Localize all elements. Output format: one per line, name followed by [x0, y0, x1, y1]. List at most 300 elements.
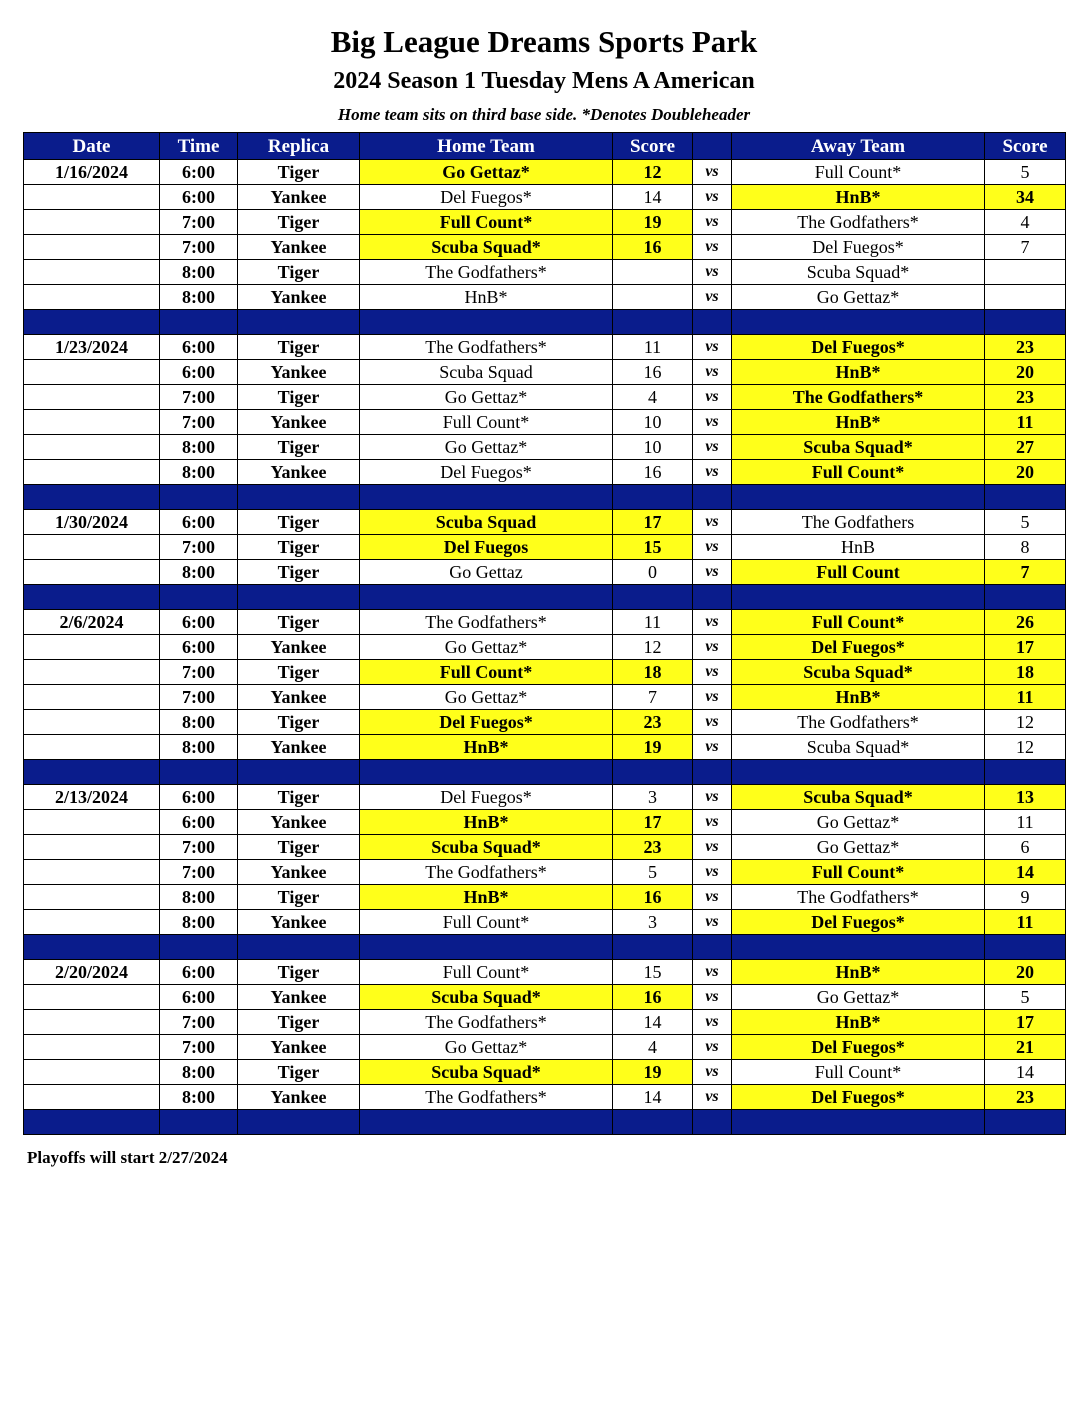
time-cell: 7:00: [160, 235, 238, 260]
playoffs-note: Playoffs will start 2/27/2024: [27, 1148, 228, 1167]
home-team-cell: HnB*: [360, 735, 613, 760]
date-cell: [24, 1010, 160, 1035]
date-cell: [24, 535, 160, 560]
page-note: Home team sits on third base side. *Denotes Doubleheader: [337, 105, 751, 124]
away-score-cell: 11: [985, 910, 1066, 935]
time-cell: 7:00: [160, 210, 238, 235]
week-separator: [24, 310, 1066, 335]
separator-cell: [160, 585, 238, 610]
separator-cell: [613, 310, 693, 335]
date-cell: [24, 985, 160, 1010]
time-cell: 8:00: [160, 910, 238, 935]
away-score-cell: [985, 260, 1066, 285]
away-team-cell: Scuba Squad*: [732, 660, 985, 685]
col-replica-header: Replica: [238, 133, 360, 160]
home-team-cell: Del Fuegos*: [360, 710, 613, 735]
away-team-cell: Go Gettaz*: [732, 985, 985, 1010]
game-row: [24, 860, 1066, 885]
game-row: [24, 985, 1066, 1010]
away-team-cell: HnB*: [732, 360, 985, 385]
vs-cell: vs: [693, 235, 732, 260]
vs-cell: vs: [693, 860, 732, 885]
vs-cell: vs: [693, 660, 732, 685]
separator-cell: [732, 310, 985, 335]
date-cell: [24, 235, 160, 260]
vs-cell: vs: [693, 635, 732, 660]
game-row: [24, 1085, 1066, 1110]
game-row: [24, 510, 1066, 535]
game-row: [24, 385, 1066, 410]
replica-cell: Tiger: [238, 160, 360, 185]
away-score-cell: 23: [985, 385, 1066, 410]
away-score-cell: 17: [985, 635, 1066, 660]
separator-cell: [24, 585, 160, 610]
date-cell: 2/20/2024: [24, 960, 160, 985]
separator-cell: [360, 1110, 613, 1135]
replica-cell: Tiger: [238, 660, 360, 685]
separator-cell: [693, 485, 732, 510]
separator-cell: [985, 485, 1066, 510]
away-team-cell: HnB*: [732, 685, 985, 710]
col-home-team-header: Home Team: [360, 133, 613, 160]
game-row: [24, 535, 1066, 560]
separator-cell: [238, 1110, 360, 1135]
vs-cell: vs: [693, 160, 732, 185]
away-score-cell: 8: [985, 535, 1066, 560]
time-cell: 6:00: [160, 610, 238, 635]
home-team-cell: Full Count*: [360, 910, 613, 935]
away-team-cell: HnB*: [732, 410, 985, 435]
time-cell: 6:00: [160, 160, 238, 185]
separator-cell: [613, 1110, 693, 1135]
home-team-cell: Full Count*: [360, 210, 613, 235]
vs-cell: vs: [693, 910, 732, 935]
away-score-cell: 17: [985, 1010, 1066, 1035]
replica-cell: Tiger: [238, 435, 360, 460]
home-score-cell: 19: [613, 1060, 693, 1085]
time-cell: 6:00: [160, 335, 238, 360]
away-score-cell: 5: [985, 160, 1066, 185]
game-row: [24, 785, 1066, 810]
separator-cell: [238, 935, 360, 960]
away-score-cell: 11: [985, 685, 1066, 710]
date-cell: [24, 710, 160, 735]
game-row: [24, 160, 1066, 185]
home-team-cell: Del Fuegos*: [360, 185, 613, 210]
home-team-cell: Full Count*: [360, 960, 613, 985]
home-score-cell: 17: [613, 510, 693, 535]
game-row: [24, 735, 1066, 760]
time-cell: 8:00: [160, 460, 238, 485]
vs-cell: vs: [693, 885, 732, 910]
replica-cell: Tiger: [238, 710, 360, 735]
date-cell: [24, 385, 160, 410]
vs-cell: vs: [693, 210, 732, 235]
away-score-cell: 23: [985, 335, 1066, 360]
separator-cell: [693, 1110, 732, 1135]
vs-cell: vs: [693, 610, 732, 635]
week-separator: [24, 1110, 1066, 1135]
time-cell: 7:00: [160, 835, 238, 860]
away-team-cell: Full Count*: [732, 1060, 985, 1085]
separator-cell: [160, 1110, 238, 1135]
date-cell: [24, 460, 160, 485]
week-separator: [24, 485, 1066, 510]
home-score-cell: 16: [613, 360, 693, 385]
date-cell: [24, 360, 160, 385]
away-team-cell: Del Fuegos*: [732, 335, 985, 360]
away-team-cell: Scuba Squad*: [732, 435, 985, 460]
separator-cell: [160, 310, 238, 335]
time-cell: 8:00: [160, 260, 238, 285]
time-cell: 8:00: [160, 285, 238, 310]
time-cell: 7:00: [160, 685, 238, 710]
away-team-cell: Full Count*: [732, 610, 985, 635]
home-score-cell: 14: [613, 185, 693, 210]
separator-cell: [732, 485, 985, 510]
home-team-cell: The Godfathers*: [360, 860, 613, 885]
away-team-cell: The Godfathers*: [732, 710, 985, 735]
away-team-cell: Del Fuegos*: [732, 635, 985, 660]
home-score-cell: 10: [613, 410, 693, 435]
separator-cell: [985, 935, 1066, 960]
col-time-header: Time: [160, 133, 238, 160]
col-home-score-header: Score: [613, 133, 693, 160]
away-score-cell: 12: [985, 735, 1066, 760]
time-cell: 7:00: [160, 860, 238, 885]
away-score-cell: 14: [985, 1060, 1066, 1085]
home-team-cell: Go Gettaz*: [360, 1035, 613, 1060]
date-cell: [24, 260, 160, 285]
separator-cell: [732, 585, 985, 610]
game-row: [24, 710, 1066, 735]
away-team-cell: Scuba Squad*: [732, 735, 985, 760]
home-score-cell: 19: [613, 210, 693, 235]
vs-cell: vs: [693, 260, 732, 285]
away-team-cell: Del Fuegos*: [732, 1085, 985, 1110]
date-cell: [24, 285, 160, 310]
game-row: [24, 210, 1066, 235]
date-cell: [24, 560, 160, 585]
home-team-cell: Del Fuegos*: [360, 460, 613, 485]
replica-cell: Yankee: [238, 360, 360, 385]
vs-cell: vs: [693, 410, 732, 435]
home-team-cell: Go Gettaz*: [360, 685, 613, 710]
game-row: [24, 360, 1066, 385]
away-team-cell: The Godfathers*: [732, 385, 985, 410]
away-score-cell: 11: [985, 410, 1066, 435]
col-away-team-header: Away Team: [732, 133, 985, 160]
separator-cell: [160, 485, 238, 510]
vs-cell: vs: [693, 1010, 732, 1035]
game-row: [24, 960, 1066, 985]
away-score-cell: 6: [985, 835, 1066, 860]
away-score-cell: 20: [985, 360, 1066, 385]
separator-cell: [613, 585, 693, 610]
vs-cell: vs: [693, 335, 732, 360]
replica-cell: Tiger: [238, 960, 360, 985]
vs-cell: vs: [693, 360, 732, 385]
separator-cell: [360, 585, 613, 610]
home-team-cell: Go Gettaz*: [360, 385, 613, 410]
home-team-cell: Go Gettaz*: [360, 160, 613, 185]
time-cell: 8:00: [160, 435, 238, 460]
time-cell: 8:00: [160, 1060, 238, 1085]
replica-cell: Yankee: [238, 1035, 360, 1060]
away-team-cell: Del Fuegos*: [732, 910, 985, 935]
home-score-cell: 3: [613, 910, 693, 935]
away-team-cell: HnB*: [732, 960, 985, 985]
home-score-cell: 4: [613, 1035, 693, 1060]
page-title: Big League Dreams Sports Park: [330, 24, 758, 59]
date-cell: [24, 435, 160, 460]
date-cell: [24, 185, 160, 210]
home-score-cell: 4: [613, 385, 693, 410]
separator-cell: [238, 310, 360, 335]
home-score-cell: [613, 260, 693, 285]
replica-cell: Yankee: [238, 910, 360, 935]
date-cell: [24, 885, 160, 910]
away-score-cell: [985, 285, 1066, 310]
vs-cell: vs: [693, 810, 732, 835]
away-score-cell: 12: [985, 710, 1066, 735]
game-row: [24, 460, 1066, 485]
date-cell: [24, 810, 160, 835]
separator-cell: [360, 935, 613, 960]
separator-cell: [732, 760, 985, 785]
vs-cell: vs: [693, 285, 732, 310]
away-score-cell: 5: [985, 985, 1066, 1010]
away-score-cell: 26: [985, 610, 1066, 635]
home-team-cell: The Godfathers*: [360, 260, 613, 285]
home-score-cell: 18: [613, 660, 693, 685]
away-team-cell: Go Gettaz*: [732, 810, 985, 835]
vs-cell: vs: [693, 785, 732, 810]
game-row: [24, 910, 1066, 935]
separator-cell: [238, 485, 360, 510]
home-team-cell: Scuba Squad: [360, 360, 613, 385]
separator-cell: [985, 310, 1066, 335]
vs-cell: vs: [693, 1035, 732, 1060]
separator-cell: [160, 760, 238, 785]
home-score-cell: 15: [613, 535, 693, 560]
away-score-cell: 34: [985, 185, 1066, 210]
replica-cell: Tiger: [238, 535, 360, 560]
home-score-cell: 16: [613, 460, 693, 485]
home-team-cell: Del Fuegos*: [360, 785, 613, 810]
home-score-cell: 16: [613, 885, 693, 910]
game-row: [24, 260, 1066, 285]
game-row: [24, 185, 1066, 210]
week-separator: [24, 760, 1066, 785]
date-cell: [24, 1060, 160, 1085]
time-cell: 8:00: [160, 1085, 238, 1110]
replica-cell: Yankee: [238, 985, 360, 1010]
replica-cell: Tiger: [238, 260, 360, 285]
date-cell: 2/13/2024: [24, 785, 160, 810]
home-score-cell: 3: [613, 785, 693, 810]
home-score-cell: 23: [613, 835, 693, 860]
vs-cell: vs: [693, 435, 732, 460]
away-score-cell: 4: [985, 210, 1066, 235]
date-cell: [24, 635, 160, 660]
date-cell: 1/23/2024: [24, 335, 160, 360]
home-score-cell: 14: [613, 1085, 693, 1110]
vs-cell: vs: [693, 460, 732, 485]
away-team-cell: Full Count: [732, 560, 985, 585]
away-team-cell: HnB*: [732, 1010, 985, 1035]
time-cell: 6:00: [160, 635, 238, 660]
home-score-cell: 7: [613, 685, 693, 710]
home-score-cell: 17: [613, 810, 693, 835]
separator-cell: [732, 1110, 985, 1135]
date-cell: [24, 1085, 160, 1110]
schedule-body: [24, 160, 1066, 1135]
game-row: [24, 685, 1066, 710]
replica-cell: Yankee: [238, 860, 360, 885]
away-score-cell: 7: [985, 235, 1066, 260]
home-team-cell: Scuba Squad: [360, 510, 613, 535]
vs-cell: vs: [693, 1085, 732, 1110]
replica-cell: Yankee: [238, 410, 360, 435]
separator-cell: [160, 935, 238, 960]
home-score-cell: 23: [613, 710, 693, 735]
home-team-cell: HnB*: [360, 285, 613, 310]
game-row: [24, 835, 1066, 860]
time-cell: 6:00: [160, 510, 238, 535]
home-score-cell: 16: [613, 985, 693, 1010]
time-cell: 8:00: [160, 735, 238, 760]
vs-cell: vs: [693, 735, 732, 760]
time-cell: 8:00: [160, 885, 238, 910]
home-team-cell: Go Gettaz*: [360, 635, 613, 660]
time-cell: 7:00: [160, 410, 238, 435]
away-team-cell: The Godfathers: [732, 510, 985, 535]
home-team-cell: Scuba Squad*: [360, 985, 613, 1010]
separator-cell: [985, 1110, 1066, 1135]
home-team-cell: Scuba Squad*: [360, 1060, 613, 1085]
home-score-cell: 14: [613, 1010, 693, 1035]
home-score-cell: [613, 285, 693, 310]
replica-cell: Tiger: [238, 335, 360, 360]
separator-cell: [613, 485, 693, 510]
separator-cell: [360, 760, 613, 785]
time-cell: 8:00: [160, 560, 238, 585]
vs-cell: vs: [693, 560, 732, 585]
week-separator: [24, 935, 1066, 960]
away-score-cell: 7: [985, 560, 1066, 585]
replica-cell: Tiger: [238, 835, 360, 860]
home-team-cell: The Godfathers*: [360, 610, 613, 635]
time-cell: 7:00: [160, 385, 238, 410]
game-row: [24, 610, 1066, 635]
vs-cell: vs: [693, 1060, 732, 1085]
away-score-cell: 20: [985, 460, 1066, 485]
home-score-cell: 10: [613, 435, 693, 460]
separator-cell: [238, 585, 360, 610]
home-team-cell: Go Gettaz: [360, 560, 613, 585]
time-cell: 6:00: [160, 185, 238, 210]
game-row: [24, 285, 1066, 310]
away-score-cell: 14: [985, 860, 1066, 885]
separator-cell: [238, 760, 360, 785]
separator-cell: [985, 585, 1066, 610]
away-team-cell: Go Gettaz*: [732, 285, 985, 310]
separator-cell: [24, 935, 160, 960]
home-team-cell: Go Gettaz*: [360, 435, 613, 460]
replica-cell: Tiger: [238, 560, 360, 585]
replica-cell: Yankee: [238, 185, 360, 210]
away-score-cell: 23: [985, 1085, 1066, 1110]
col-away-score-header: Score: [985, 133, 1066, 160]
home-score-cell: 19: [613, 735, 693, 760]
away-team-cell: Del Fuegos*: [732, 235, 985, 260]
home-score-cell: 16: [613, 235, 693, 260]
date-cell: 2/6/2024: [24, 610, 160, 635]
vs-cell: vs: [693, 985, 732, 1010]
game-row: [24, 235, 1066, 260]
away-team-cell: Full Count*: [732, 160, 985, 185]
time-cell: 6:00: [160, 360, 238, 385]
home-team-cell: Scuba Squad*: [360, 835, 613, 860]
replica-cell: Tiger: [238, 1060, 360, 1085]
time-cell: 6:00: [160, 985, 238, 1010]
home-team-cell: Scuba Squad*: [360, 235, 613, 260]
home-score-cell: 0: [613, 560, 693, 585]
home-score-cell: 12: [613, 160, 693, 185]
date-cell: 1/16/2024: [24, 160, 160, 185]
away-score-cell: 9: [985, 885, 1066, 910]
time-cell: 7:00: [160, 660, 238, 685]
game-row: [24, 1010, 1066, 1035]
date-cell: [24, 835, 160, 860]
time-cell: 7:00: [160, 1035, 238, 1060]
home-score-cell: 11: [613, 335, 693, 360]
replica-cell: Yankee: [238, 685, 360, 710]
time-cell: 6:00: [160, 960, 238, 985]
date-cell: [24, 660, 160, 685]
away-team-cell: Del Fuegos*: [732, 1035, 985, 1060]
home-score-cell: 15: [613, 960, 693, 985]
home-team-cell: Full Count*: [360, 660, 613, 685]
vs-cell: vs: [693, 510, 732, 535]
separator-cell: [24, 310, 160, 335]
time-cell: 7:00: [160, 535, 238, 560]
home-team-cell: The Godfathers*: [360, 1085, 613, 1110]
date-cell: [24, 210, 160, 235]
away-team-cell: HnB*: [732, 185, 985, 210]
separator-cell: [360, 485, 613, 510]
date-cell: [24, 910, 160, 935]
replica-cell: Yankee: [238, 635, 360, 660]
replica-cell: Tiger: [238, 385, 360, 410]
game-row: [24, 885, 1066, 910]
game-row: [24, 335, 1066, 360]
away-score-cell: 20: [985, 960, 1066, 985]
separator-cell: [693, 585, 732, 610]
separator-cell: [693, 310, 732, 335]
week-separator: [24, 585, 1066, 610]
away-team-cell: Full Count*: [732, 460, 985, 485]
game-row: [24, 1035, 1066, 1060]
date-cell: [24, 685, 160, 710]
home-team-cell: The Godfathers*: [360, 335, 613, 360]
col-date-header: Date: [24, 133, 160, 160]
separator-cell: [613, 760, 693, 785]
away-team-cell: Full Count*: [732, 860, 985, 885]
vs-cell: vs: [693, 710, 732, 735]
home-team-cell: Full Count*: [360, 410, 613, 435]
